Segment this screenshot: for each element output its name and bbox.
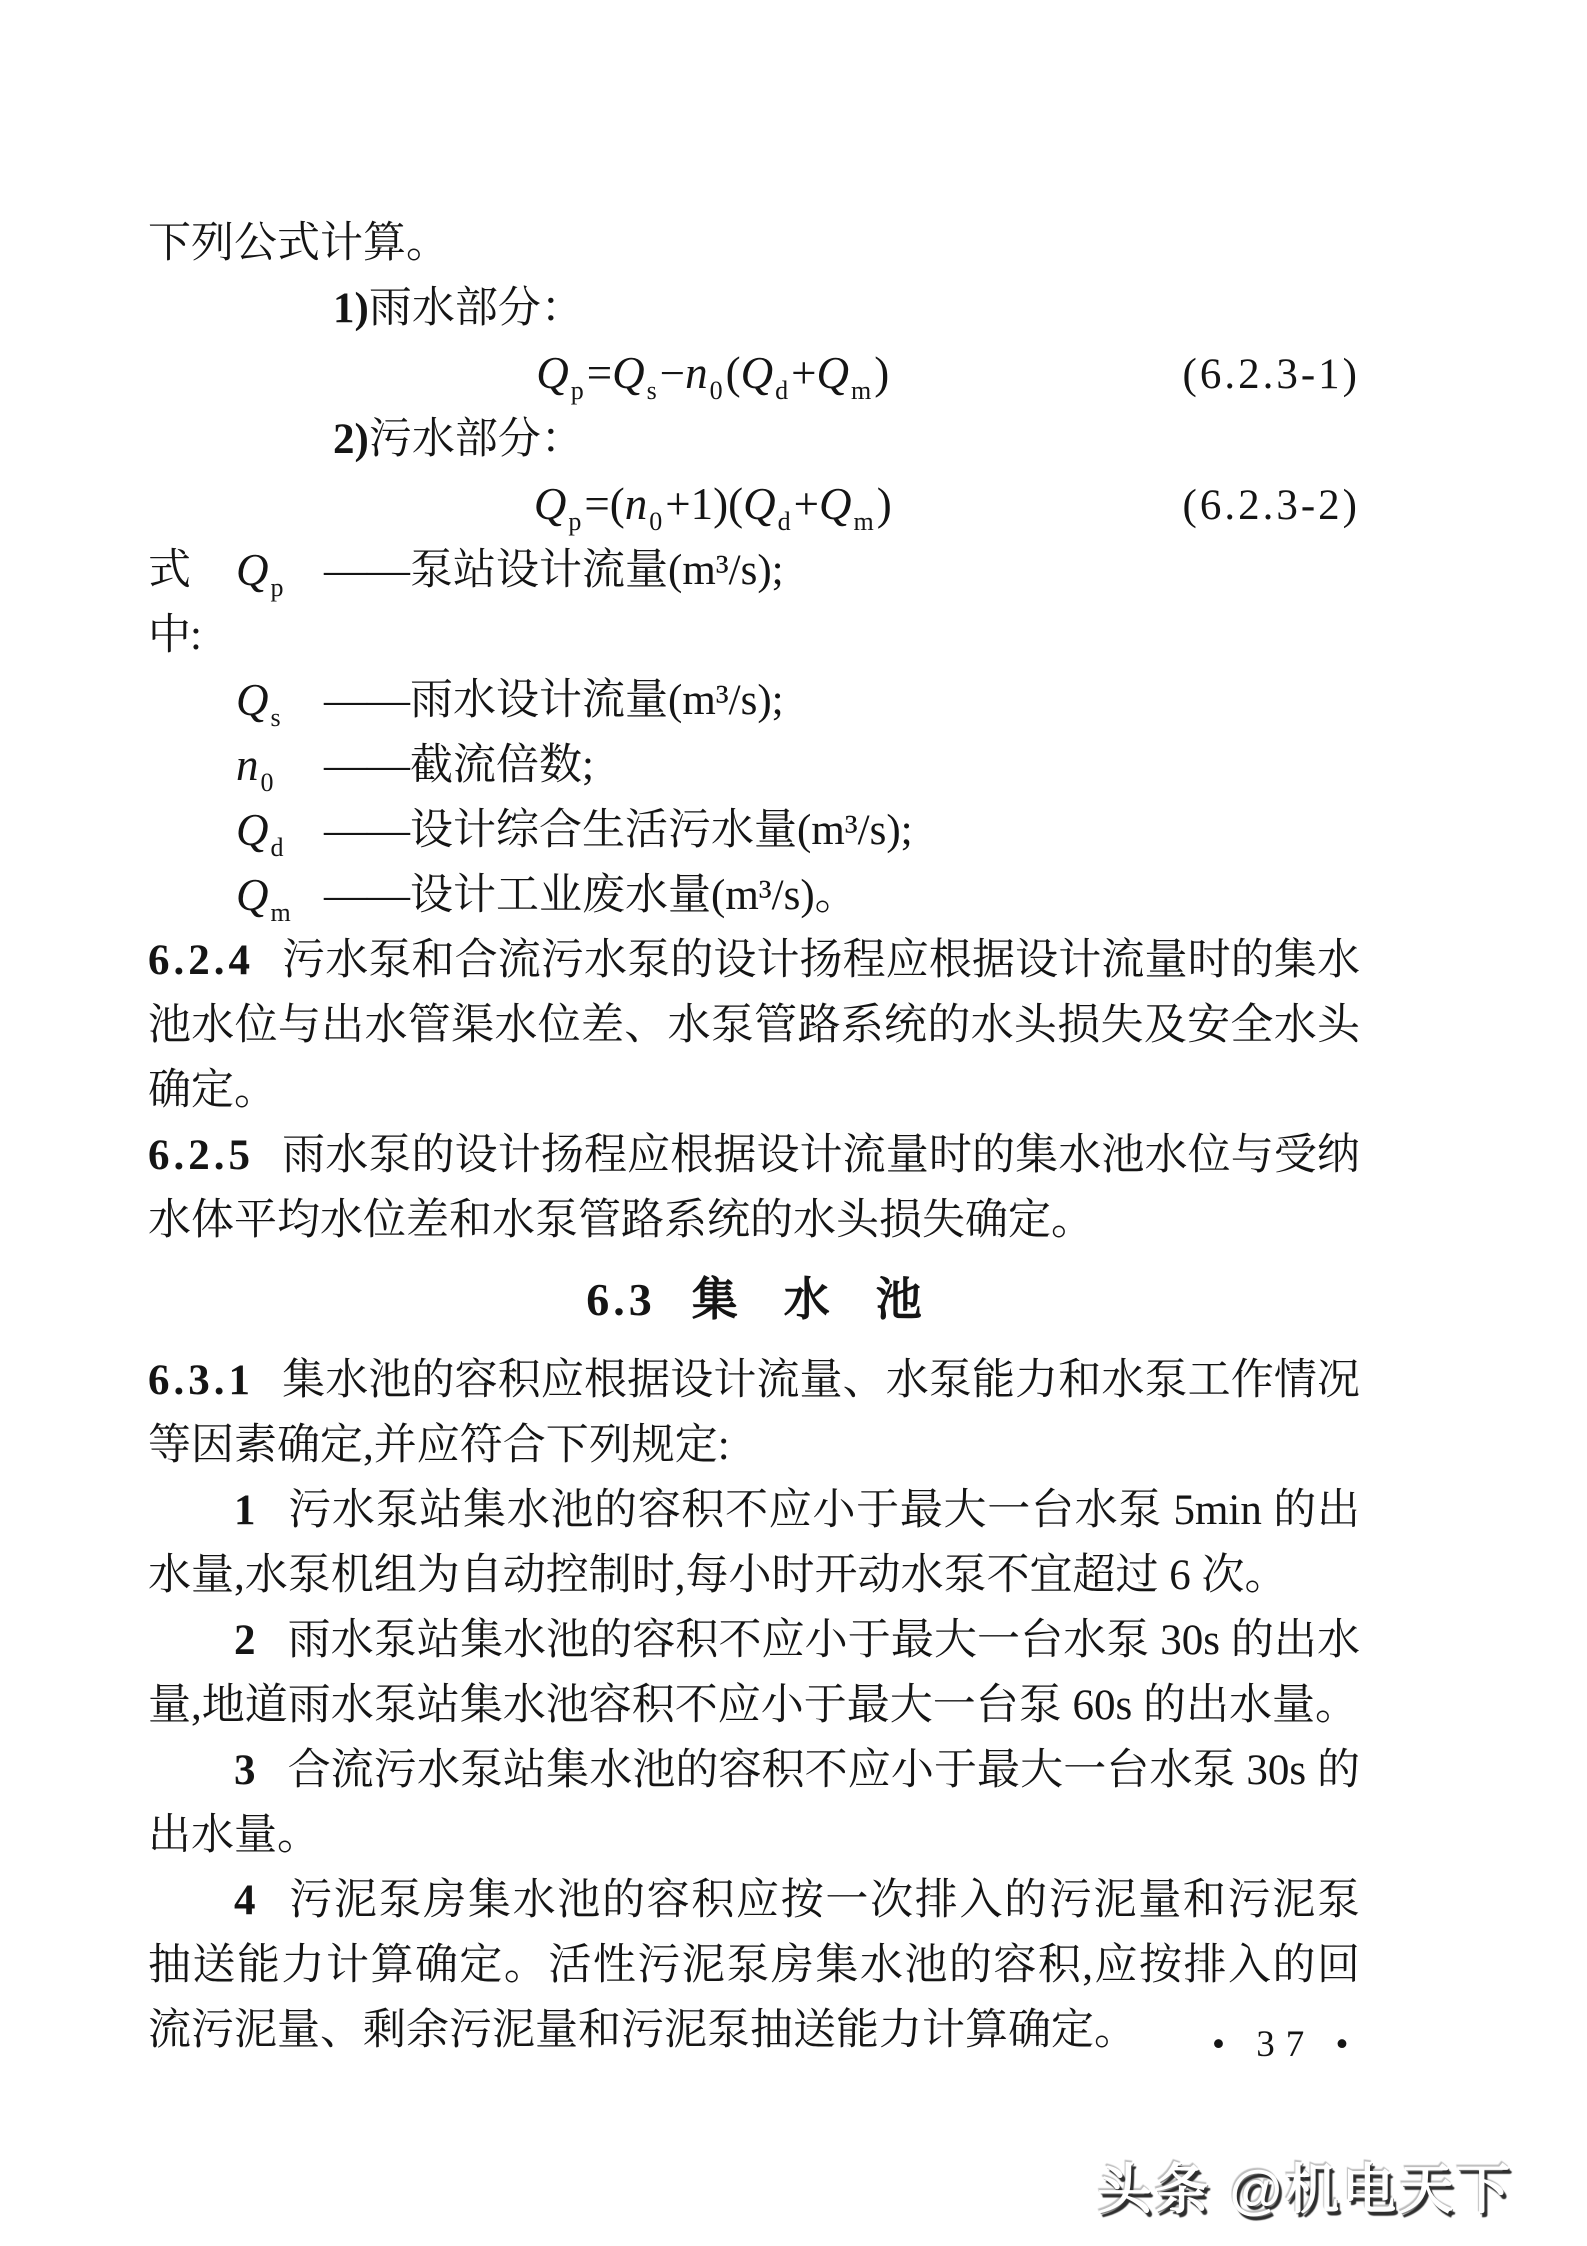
definition-row <box>148 668 1360 733</box>
clause-number: 6.3.1 <box>148 1357 254 1404</box>
item-number: 2 <box>234 1617 260 1664</box>
equation-rain-formula: $Q_p=Q_s-n_0(Q_d+Q_m)$ <box>536 348 890 405</box>
section-heading-6-3 <box>148 1267 1360 1332</box>
list-item-rain-label: 雨水部分： <box>368 285 584 332</box>
intro-line: 下列公式计算。 <box>148 220 449 267</box>
clause-text: 集水池的容积应根据设计流量、水泵能力和水泵工作情况等因素确定,并应符合下列规定: <box>148 1357 1360 1469</box>
item-4 <box>148 1868 1360 2063</box>
item-text: 污水泵站集水池的容积不应小于最大一台水泵 5min 的出水量,水泵机组为自动控制时,每小时开动水泵不宜超过 6 次。 <box>148 1487 1360 1599</box>
item-1 <box>148 1478 1360 1608</box>
symbol-qp: $Q_p$ <box>236 545 284 602</box>
definition-text: ——雨水设计流量(m³/s); <box>324 677 784 724</box>
item-text: 合流污水泵站集水池的容积不应小于最大一台水泵 30s 的出水量。 <box>148 1747 1360 1859</box>
definition-row <box>148 733 1360 798</box>
equation-sewage-formula: $Q_p=(n_0+1)(Q_d+Q_m)$ <box>533 479 892 536</box>
equation-rain-number: (6.2.3-1) <box>1182 351 1360 398</box>
list-item-rain-number: 1) <box>333 285 369 332</box>
item-2 <box>148 1608 1360 1738</box>
item-text: 雨水泵站集水池的容积不应小于最大一台水泵 30s 的出水量,地道雨水泵站集水池容积不应小于最大一台泵 60s 的出水量。 <box>148 1617 1360 1729</box>
item-text: 污泥泵房集水池的容积应按一次排入的污泥量和污泥泵抽送能力计算确定。活性污泥泵房集水池的容积,应按排入的回流污泥量、剩余污泥量和污泥泵抽送能力计算确定。 <box>148 1877 1360 2054</box>
equation-sewage-number: (6.2.3-2) <box>1182 482 1360 529</box>
list-item-sewage-label: 污水部分： <box>368 416 584 463</box>
clause-6-2-5 <box>148 1123 1360 1253</box>
list-item-rain-part <box>148 276 1360 341</box>
definition-text: ——泵站设计流量(m³/s); <box>324 547 784 594</box>
clause-text: 污水泵和合流污水泵的设计扬程应根据设计流量时的集水池水位与出水管渠水位差、水泵管路系统的水头损失及安全水头确定。 <box>148 937 1360 1114</box>
item-3 <box>148 1738 1360 1868</box>
item-number: 1 <box>234 1487 260 1534</box>
clause-6-2-4 <box>148 928 1360 1123</box>
symbol-qd: $Q_d$ <box>236 805 284 862</box>
item-number: 3 <box>234 1747 260 1794</box>
definition-row <box>148 863 1360 928</box>
definition-text: ——设计综合生活污水量(m³/s); <box>324 807 913 854</box>
page-content <box>148 211 1360 2063</box>
clause-number: 6.2.4 <box>148 937 254 984</box>
definition-text: ——设计工业废水量(m³/s)。 <box>324 872 858 919</box>
clause-number: 6.2.5 <box>148 1132 254 1179</box>
clause-text: 雨水泵的设计扬程应根据设计流量时的集水池水位与受纳水体平均水位差和水泵管路系统的水头损失确定。 <box>148 1132 1360 1244</box>
symbol-qm: $Q_m$ <box>236 870 291 927</box>
section-heading-title: 集 水 池 <box>691 1274 922 1325</box>
where-prefix: 式中: <box>148 547 201 659</box>
equation-sewage-row <box>148 472 1360 538</box>
definition-row <box>148 798 1360 863</box>
list-item-sewage-number: 2) <box>333 416 369 463</box>
page-number: • 37 • <box>1212 2024 1360 2065</box>
section-heading-number: 6.3 <box>586 1274 656 1325</box>
definition-text: ——截流倍数; <box>324 742 594 789</box>
list-item-sewage-part <box>148 407 1360 472</box>
item-number: 4 <box>234 1877 260 1924</box>
clause-6-3-1 <box>148 1348 1360 1478</box>
symbol-qs: $Q_s$ <box>236 675 281 732</box>
where-definitions <box>148 538 1360 928</box>
equation-rain-row <box>148 341 1360 407</box>
watermark-text: 头条 @机电天下 <box>1097 2160 1513 2220</box>
definition-row <box>148 538 1360 668</box>
symbol-n0: $n_0$ <box>236 740 274 797</box>
